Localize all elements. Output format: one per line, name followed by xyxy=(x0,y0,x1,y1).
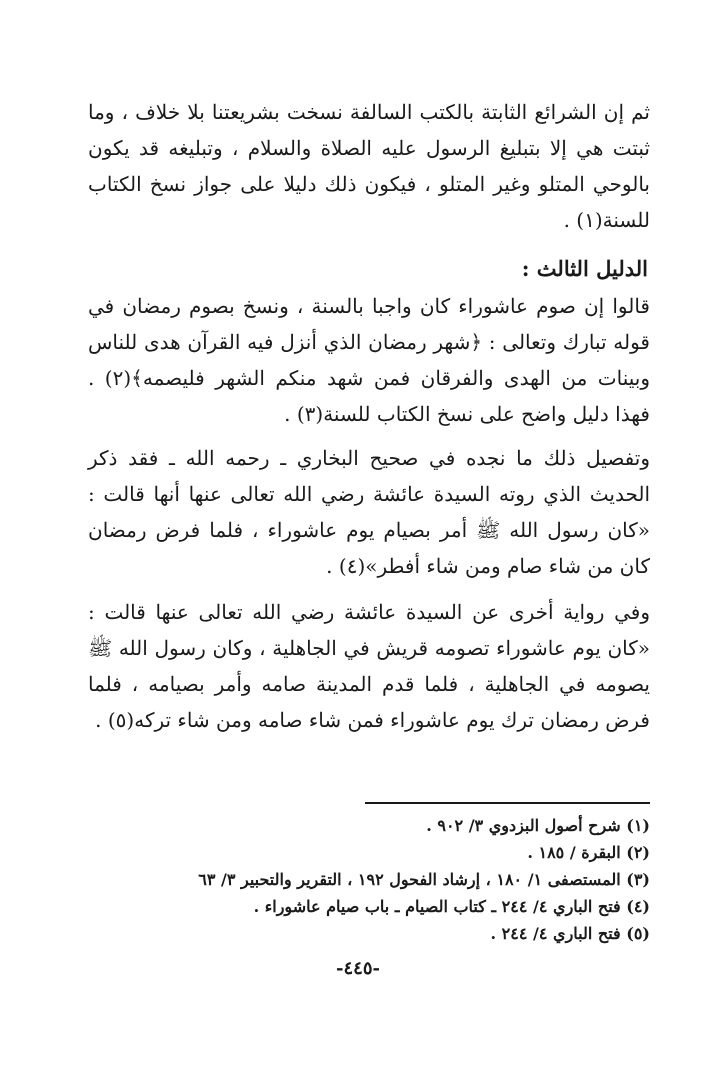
page-number: -٤٤٥- xyxy=(336,958,380,979)
footnote-1: (١) شرح أصول البزدوي ٣/ ٩٠٢ . xyxy=(426,816,650,835)
footnote-3: (٣) المستصفى ١/ ١٨٠ ، إرشاد الفحول ١٩٢ ، التقرير والتحبير ٣/ ٦٣ xyxy=(198,870,650,889)
paragraph-bukhari-detail: وتفصيل ذلك ما نجده في صحيح البخاري ـ رحمه الله ـ فقد ذكر الحديث الذي روته السيدة عائشة رضي الله تعالى عنها أنها قالت : «كان رسول الله ﷺ أمر بصيام يوم عاشوراء ، فلما فرض رمضان كان من شاء صام ومن شاء أفطر»(٤) . xyxy=(88,446,650,578)
section-heading-third-evidence: الدليل الثالث : xyxy=(521,256,648,281)
footnote-separator xyxy=(365,802,650,804)
paragraph-ashura-fasting: قالوا إن صوم عاشوراء كان واجبا بالسنة ، ونسخ بصوم رمضان في قوله تبارك وتعالى : ﴿شهر رمضان الذي أنزل فيه القرآن هدى للناس وبينات من الهدى والفرقان فمن شهد منكم الشهر فليصمه﴾(٢) . فهذا دليل واضح على نسخ الكتاب للسنة(٣) . xyxy=(88,294,650,426)
paragraph-another-narration: وفي رواية أخرى عن السيدة عائشة رضي الله تعالى عنها قالت : «كان يوم عاشوراء تصومه قريش في الجاهلية ، وكان رسول الله ﷺ يصومه في الجاهلية ، فلما قدم المدينة صامه وأمر بصيامه ، فلما فرض رمضان ترك يوم عاشوراء فمن شاء صامه ومن شاء تركه(٥) . xyxy=(88,600,650,732)
footnote-2: (٢) البقرة / ١٨٥ . xyxy=(527,843,650,862)
footnote-5: (٥) فتح الباري ٤/ ٢٤٤ . xyxy=(490,924,650,943)
footnote-4: (٤) فتح الباري ٤/ ٢٤٤ ـ كتاب الصيام ـ باب صيام عاشوراء . xyxy=(253,897,650,916)
paragraph-abrogation-of-laws: ثم إن الشرائع الثابتة بالكتب السالفة نسخت بشريعتنا بلا خلاف ، وما ثبتت هي إلا بتبليغ الرسول عليه الصلاة والسلام ، وتبليغه قد يكون بالوحي المتلو وغير المتلو ، فيكون ذلك دليلا على جواز نسخ الكتاب للسنة(١) . xyxy=(88,100,650,232)
footnotes-list xyxy=(90,812,650,947)
